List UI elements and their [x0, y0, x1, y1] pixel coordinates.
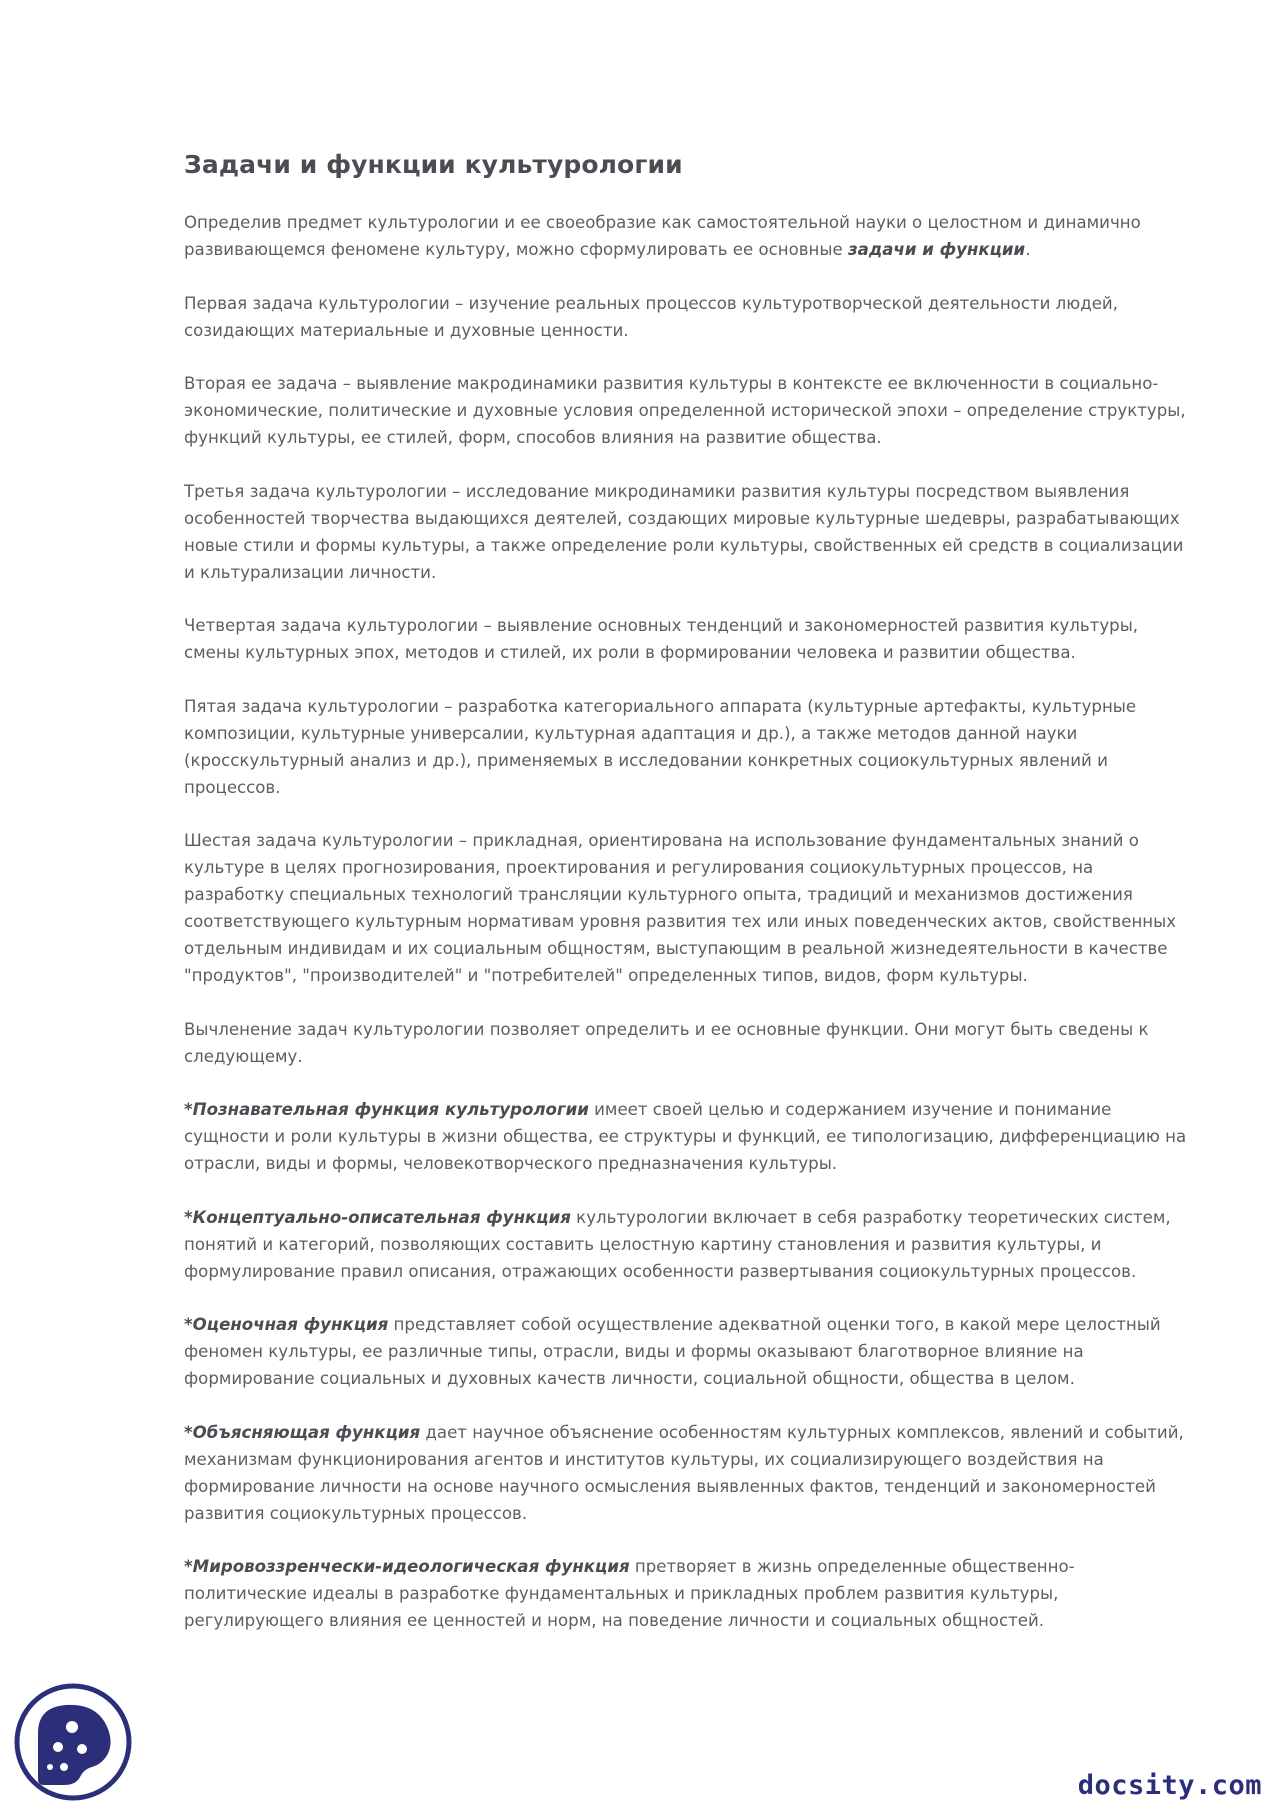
paragraph-task-2	[184, 370, 1194, 451]
paragraph-function-evaluative	[184, 1311, 1194, 1392]
function-lead: *Объясняющая функция	[184, 1422, 421, 1442]
paragraph-text: культурологии включает в себя разработку теоретических систем, понятий и категорий, позволяющих составить целостную картину становления и развития культуры, и формулирование правил описания, отражающих особенности развертывания социокультурных процессов.	[184, 1207, 1171, 1281]
function-lead: *Концептуально-описательная функция	[184, 1207, 571, 1227]
paragraph-text: Определив предмет культурологии и ее своеобразие как самостоятельной науки о целостном и динамично развивающемся феномене культуру, можно сформулировать ее основные	[184, 213, 1141, 259]
paragraph-function-explanatory	[184, 1419, 1194, 1527]
paragraph-task-4	[184, 612, 1194, 666]
paragraph-function-ideological	[184, 1553, 1194, 1634]
paragraph-task-1	[184, 290, 1194, 344]
paragraph-function-cognitive	[184, 1096, 1194, 1177]
paragraph-text: Вторая ее задача – выявление макродинамики развития культуры в контексте ее включенности в социально-экономические, политические и духовные условия определенной исторической эпохи – определение структуры, функций культуры, ее стилей, форм, способов влияния на развитие общества.	[184, 374, 1186, 447]
paragraph-task-6	[184, 827, 1194, 989]
paragraph-text: Четвертая задача культурологии – выявление основных тенденций и закономерностей развития культуры, смены культурных эпох, методов и стилей, их роли в формировании человека и развитии общества.	[184, 616, 1139, 662]
page-title: Задачи и функции культурологии	[184, 150, 683, 179]
paragraph-text: представляет собой осуществление адекватной оценки того, в какой мере целостный феномен культуры, ее различные типы, отрасли, виды и формы оказывают благотворное влияние на формирование социальных и духовных качеств личности, социальной общности, общества в целом.	[184, 1315, 1161, 1388]
paragraph-text: Первая задача культурологии – изучение реальных процессов культуротворческой деятельности людей, созидающих материальные и духовные ценности.	[184, 293, 1118, 340]
paragraph-intro	[184, 209, 1194, 263]
docsity-logo-icon	[14, 1683, 132, 1801]
paragraph-text: Третья задача культурологии – исследование микродинамики развития культуры посредством выявления особенностей творчества выдающихся деятелей, создающих мировые культурные шедевры, разрабатывающих новые стили и формы культуры, а также определение роли культуры, свойственных ей средств в социализации и кльтурализации личности.	[184, 481, 1184, 582]
document-body	[184, 150, 1194, 1661]
paragraph-text: Пятая задача культурологии – разработка категориального аппарата (культурные артефакты, культурные композиции, культурные универсалии, культурная адаптация и др.), а также методов данной науки (кросскультурный анализ и др.), применяемых в исследовании конкретных социокультурных явлений и процессов.	[184, 696, 1137, 797]
function-lead: *Мировоззренчески-идеологическая функция	[184, 1557, 630, 1576]
paragraph-functions-intro	[184, 1016, 1194, 1070]
paragraph-text: .	[1025, 240, 1031, 259]
paragraph-text: дает научное объяснение особенностям культурных комплексов, явлений и событий, механизмам функционирования агентов и институтов культуры, их социализирующего воздействия на формирование личности на основе научного осмысления выявленных фактов, тенденций и закономерностей развития социокультурных процессов.	[184, 1422, 1184, 1523]
paragraph-task-3	[184, 478, 1194, 586]
function-lead: *Оценочная функция	[184, 1315, 389, 1334]
paragraph-text: Шестая задача культурологии – прикладная, ориентирована на использование фундаментальных знаний о культуре в целях прогнозирования, проектирования и регулирования социокультурных процессов, на разработку специальных технологий трансляции культурного опыта, традиций и механизмов достижения соответствующего культурным нормативам уровня развития тех или иных поведенческих актов, свойственных отдельным индивидам и их социальным общностям, выступающим в реальной жизнедеятельности в качестве "продуктов", "производителей" и "потребителей" определенных типов, видов, форм культуры.	[184, 831, 1177, 985]
paragraph-function-conceptual	[184, 1204, 1194, 1285]
emphasis-text: задачи и функции	[847, 240, 1026, 259]
brand-wordmark[interactable]: docsity.com	[1077, 1770, 1262, 1801]
paragraph-text: претворяет в жизнь определенные общественно-политические идеалы в разработке фундаментальных и прикладных проблем развития культуры, регулирующего влияния ее ценностей и норм, на поведение личности и социальных общностей.	[184, 1557, 1075, 1630]
paragraph-text: имеет своей целью и содержанием изучение и понимание сущности и роли культуры в жизни общества, ее структуры и функций, ее типологизацию, дифференциацию на отрасли, виды и формы, человекотворческого предназначения культуры.	[184, 1100, 1187, 1173]
function-lead: *Познавательная функция культурологии	[184, 1100, 589, 1119]
paragraph-text: Вычленение задач культурологии позволяет определить и ее основные функции. Они могут быть сведены к следующему.	[184, 1019, 1149, 1066]
paragraph-task-5	[184, 693, 1194, 801]
